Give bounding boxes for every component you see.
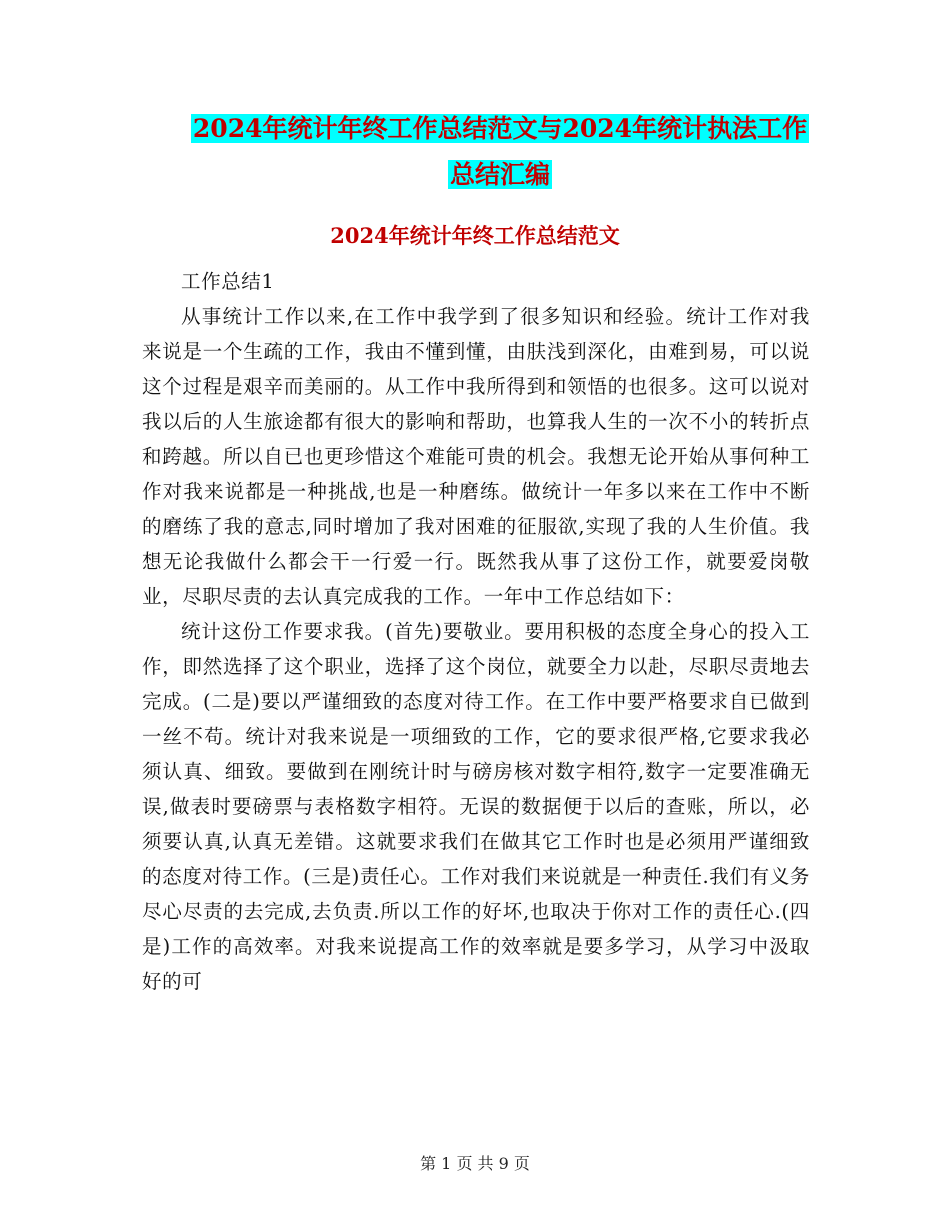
paragraph: 从事统计工作以来,在工作中我学到了很多知识和经验。统计工作对我来说是一个生疏的工作，我由不懂到懂，由肤浅到深化，由难到易，可以说这个过程是艰辛而美丽的。从工作中我所得到和领悟的也很多。这可以说对我以后的人生旅途都有很大的影响和帮助，也算我人生的一次不小的转折点和跨越。所以自已也更珍惜这个难能可贵的机会。我想无论开始从事何种工作对我来说都是一种挑战,也是一种磨练。做统计一年多以来在工作中不断的磨练了我的意志,同时增加了我对困难的征服欲,实现了我的人生价值。我想无论我做什么都会干一行爱一行。既然我从事了这份工作，就要爱岗敬业，尽职尽责的去认真完成我的工作。一年中工作总结如下： [142,305,810,608]
title-line-2: 总结汇编 [449,160,550,189]
page-footer: 第 1 页 共 9 页 [420,1154,530,1173]
title-line-1: 2024年统计年终工作总结范文与2024年统计执法工作 [192,114,808,143]
document-body [142,264,810,999]
document-title [130,106,870,198]
paragraph-subheading: 工作总结1 [181,270,275,293]
section-title: 2024年统计年终工作总结范文 [330,223,620,248]
paragraph: 统计这份工作要求我。(首先)要敬业。要用积极的态度全身心的投入工作，即然选择了这个职业，选择了这个岗位，就要全力以赴，尽职尽责地去完成。(二是)要以严谨细致的态度对待工作。在工作中要严格要求自已做到一丝不苟。统计对我来说是一项细致的工作，它的要求很严格,它要求我必须认真、细致。要做到在刚统计时与磅房核对数字相符,数字一定要准确无误,做表时要磅票与表格数字相符。无误的数据便于以后的查账，所以，必须要认真,认真无差错。这就要求我们在做其它工作时也是必须用严谨细致的态度对待工作。(三是)责任心。工作对我们来说就是一种责任.我们有义务尽心尽责的去完成,去负责.所以工作的好坏,也取决于你对工作的责任心.(四是)工作的高效率。对我来说提高工作的效率就是要多学习，从学习中汲取好的可 [142,620,810,993]
